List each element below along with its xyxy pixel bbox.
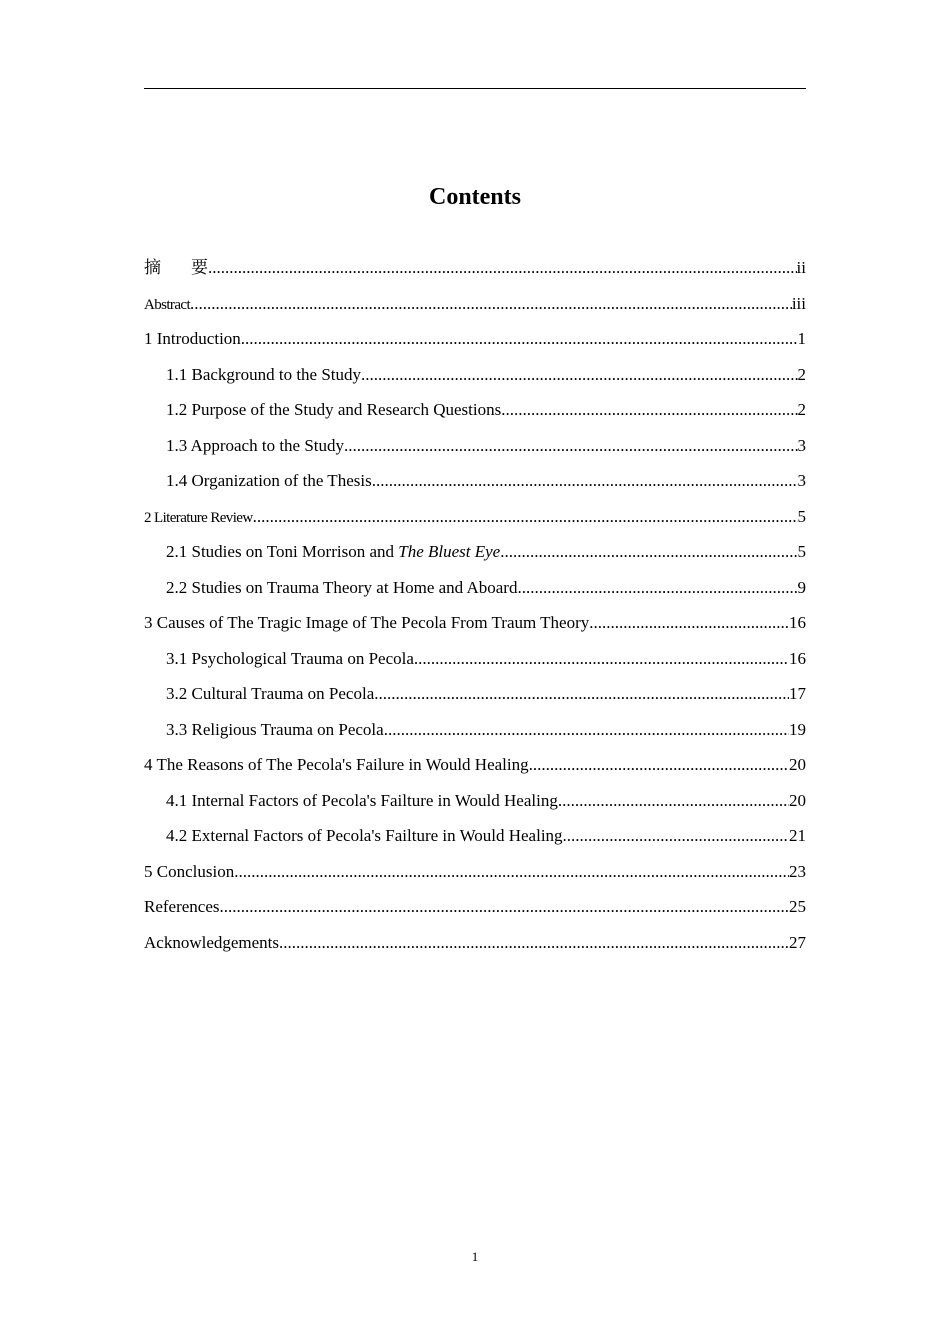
toc-leader-dots bbox=[384, 712, 789, 748]
toc-entry-3-1[interactable] bbox=[144, 641, 806, 677]
toc-entry-literature-review[interactable] bbox=[144, 499, 806, 535]
toc-leader-dots bbox=[361, 357, 797, 393]
toc-entry-label-book-title: The Bluest Eye bbox=[398, 542, 501, 561]
toc-page-number: 19 bbox=[789, 719, 806, 739]
toc-entry-1-2[interactable] bbox=[144, 392, 806, 428]
toc-page-number: 2 bbox=[797, 364, 806, 384]
toc-entry-3-3[interactable] bbox=[144, 712, 806, 748]
toc-entry-chinese-abstract[interactable] bbox=[144, 250, 806, 286]
toc-page-number: 9 bbox=[797, 577, 806, 597]
toc-entry-label: 4 The Reasons of The Pecola's Failure in Would Healing bbox=[144, 755, 529, 774]
toc-leader-dots bbox=[500, 534, 797, 570]
toc-page-number: 17 bbox=[789, 684, 806, 703]
toc-entry-1-4[interactable] bbox=[144, 463, 806, 499]
toc-entry-label: 3.3 Religious Trauma on Pecola bbox=[166, 719, 384, 739]
toc-entry-introduction[interactable] bbox=[144, 321, 806, 357]
toc-entry-label: 1.4 Organization of the Thesis bbox=[166, 471, 372, 490]
toc-entry-2-1[interactable] bbox=[144, 534, 806, 570]
toc-entry-4-2[interactable] bbox=[144, 818, 806, 854]
toc-entry-label: 1 Introduction bbox=[144, 329, 241, 348]
toc-entry-label: 3.2 Cultural Trauma on Pecola bbox=[166, 684, 375, 703]
toc-page-number: 20 bbox=[789, 790, 806, 810]
toc-entry-label: 5 Conclusion bbox=[144, 861, 235, 881]
toc-entry-label: 2 Literature Review bbox=[144, 509, 253, 526]
toc-page-number: 23 bbox=[789, 861, 806, 881]
toc-page-number: 16 bbox=[789, 648, 806, 668]
toc-leader-dots bbox=[344, 428, 797, 464]
toc-leader-dots bbox=[517, 570, 797, 606]
toc-entry-4-1[interactable] bbox=[144, 783, 806, 819]
toc-entry-label: 1.1 Background to the Study bbox=[166, 364, 362, 384]
table-of-contents bbox=[144, 250, 806, 960]
toc-leader-dots bbox=[529, 747, 789, 783]
toc-entry-chapter-4[interactable] bbox=[144, 747, 806, 783]
toc-page-number: ii bbox=[796, 258, 806, 277]
toc-entry-chapter-3[interactable] bbox=[144, 605, 806, 641]
toc-entry-label: 3 Causes of The Tragic Image of The Pecola From Traum Theory bbox=[144, 613, 590, 632]
toc-leader-dots bbox=[253, 499, 798, 535]
toc-entry-label bbox=[144, 251, 208, 286]
toc-entry-label-text: 2.1 Studies on Toni Morrison and bbox=[166, 542, 399, 561]
toc-leader-dots bbox=[414, 641, 789, 677]
toc-page-number: 2 bbox=[797, 400, 806, 419]
toc-page-number: iii bbox=[791, 293, 806, 313]
toc-page-number: 20 bbox=[789, 755, 806, 774]
toc-entry-2-2[interactable] bbox=[144, 570, 806, 606]
toc-leader-dots bbox=[372, 463, 798, 499]
toc-page-number: 25 bbox=[789, 897, 806, 916]
toc-entry-1-1[interactable] bbox=[144, 357, 806, 393]
toc-leader-dots bbox=[374, 676, 789, 712]
toc-leader-dots bbox=[208, 250, 797, 286]
toc-page-number: 16 bbox=[789, 613, 806, 632]
toc-entry-label-char: 摘 bbox=[144, 258, 161, 278]
toc-entry-label: 1.2 Purpose of the Study and Research Questions bbox=[166, 400, 502, 419]
toc-entry-label: Acknowledgements bbox=[144, 932, 280, 952]
toc-page-number: 5 bbox=[797, 542, 806, 561]
page-title: Contents bbox=[428, 184, 521, 210]
toc-leader-dots bbox=[589, 605, 789, 641]
toc-entry-1-3[interactable] bbox=[144, 428, 806, 464]
toc-leader-dots bbox=[190, 286, 792, 322]
toc-leader-dots bbox=[220, 889, 789, 925]
toc-page-number: 3 bbox=[797, 471, 806, 490]
toc-leader-dots bbox=[558, 783, 789, 819]
toc-entry-label: Abstract bbox=[144, 296, 191, 313]
toc-entry-conclusion[interactable] bbox=[144, 854, 806, 890]
toc-leader-dots bbox=[234, 854, 789, 890]
toc-page-number: 21 bbox=[789, 826, 806, 845]
toc-leader-dots bbox=[563, 818, 789, 854]
toc-entry-abstract[interactable] bbox=[144, 286, 806, 322]
toc-entry-3-2[interactable] bbox=[144, 676, 806, 712]
toc-page-number: 1 bbox=[797, 329, 806, 348]
toc-entry-label: 3.1 Psychological Trauma on Pecola bbox=[166, 648, 414, 668]
toc-leader-dots bbox=[279, 925, 789, 961]
toc-page-number: 27 bbox=[789, 932, 806, 952]
toc-entry-label: 1.3 Approach to the Study bbox=[166, 435, 345, 455]
toc-leader-dots bbox=[501, 392, 797, 428]
toc-entry-label bbox=[166, 534, 500, 570]
toc-entry-acknowledgements[interactable] bbox=[144, 925, 806, 961]
toc-entry-label: 4.2 External Factors of Pecola's Failture in Would Healing bbox=[166, 826, 563, 845]
toc-leader-dots bbox=[241, 321, 798, 357]
toc-page-number: 5 bbox=[797, 506, 806, 526]
toc-page-number: 3 bbox=[797, 435, 806, 455]
toc-entry-label: 2.2 Studies on Trauma Theory at Home and Aboard bbox=[166, 577, 518, 597]
toc-entry-references[interactable] bbox=[144, 889, 806, 925]
toc-entry-label-char: 要 bbox=[191, 258, 208, 278]
header-rule bbox=[144, 88, 806, 89]
page-number: 1 bbox=[471, 1249, 479, 1264]
toc-entry-label: References bbox=[144, 897, 220, 916]
toc-entry-label: 4.1 Internal Factors of Pecola's Failture in Would Healing bbox=[166, 790, 558, 810]
